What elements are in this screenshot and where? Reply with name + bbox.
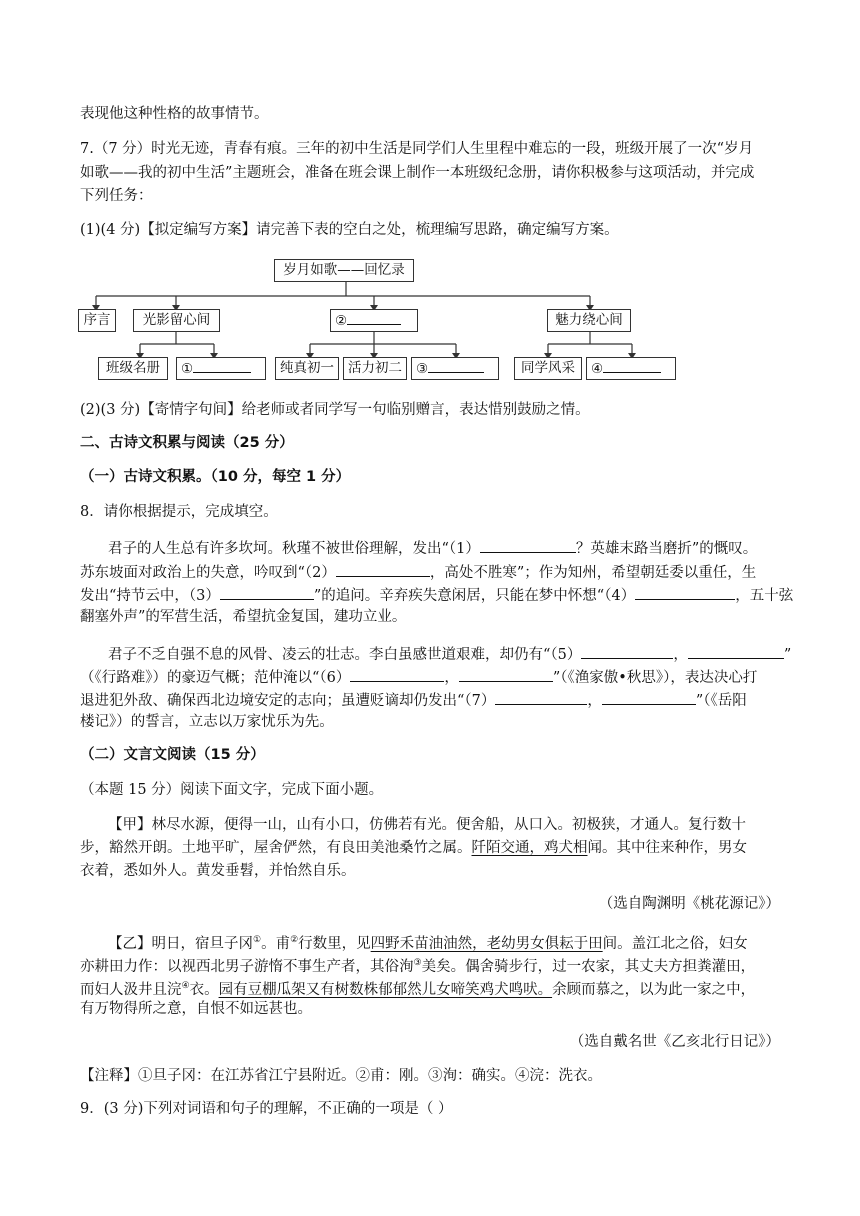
blank-label-2: ② [335, 313, 348, 329]
fill-blank-3 [220, 584, 314, 600]
footnote-mark: ③ [413, 958, 422, 968]
diagram-node-pure: 纯真初一 [275, 357, 339, 380]
section-2-heading: 二、古诗文积累与阅读（25 分） [80, 435, 294, 451]
answer-blank [428, 358, 484, 373]
source-yi: （选自戴名世《乙亥北行日记》） [569, 1034, 780, 1050]
fill-blank-6a [350, 666, 444, 682]
fill-blank-7b [602, 689, 696, 705]
diagram-node-blank-4 [586, 357, 676, 380]
instruction-line: （本题 15 分）阅读下面文字，完成下面小题。 [80, 782, 384, 798]
text-span: ， [673, 647, 688, 663]
underlined-sentence: 四野禾苗油油然，老幼男女俱耘于田 [370, 935, 603, 952]
text-span: 。甫 [261, 935, 291, 952]
fill-blank-5a [581, 643, 673, 659]
text-span: 衣。 [189, 981, 219, 998]
text-span: 君子不乏自强不息的风骨、凌云的壮志。李白虽感世道艰难，却仍有“（5） [108, 647, 582, 663]
text-span: 间。盖江北之俗，妇女 [602, 935, 748, 952]
subsection-2-heading: （二）文言文阅读（15 分） [80, 747, 265, 763]
passage-yi-line [80, 976, 780, 1000]
diagram-node-blank-2 [330, 309, 418, 332]
paragraph-line [108, 537, 808, 559]
diagram-node-roster: 班级名册 [98, 357, 168, 380]
answer-blank [193, 358, 251, 373]
passage-yi-line: 有万物得所之意，自恨不如远甚也。 [80, 1001, 312, 1017]
paragraph-line [108, 643, 808, 665]
subsection-1-heading: （一）古诗文积累。（10 分，每空 1 分） [80, 469, 351, 485]
passage-yi-line [108, 930, 808, 954]
answer-blank [603, 358, 661, 373]
paragraph-line: 楼记》）的誓言，立志以万家忧乐为先。 [80, 714, 334, 730]
text-span: 发出“持节云中，（3） [80, 588, 220, 604]
text-span: 【乙】明日，宿旦子冈 [108, 935, 253, 952]
text-span: 而妇人汲井且浣 [80, 981, 182, 998]
paragraph-line [80, 584, 794, 606]
task-2-line: (2)(3 分)【寄情字句间】给老师或者同学写一句临别赠言，表达惜别鼓励之情。 [80, 402, 590, 418]
diagram-node-blank-3 [411, 357, 499, 380]
text-span: 行数里，见 [298, 935, 371, 952]
footnote-mark: ④ [181, 981, 190, 991]
text-span: ”（《渔家傲•秋思》），表达决心打 [552, 670, 758, 686]
diagram-node-light: 光影留心间 [133, 309, 220, 332]
text-span: 步，豁然开朗。土地平旷，屋舍俨然，有良田美池桑竹之属。 [80, 840, 472, 856]
fill-blank-2 [336, 561, 430, 577]
passage-jia-line: 衣着，悉如外人。黄发垂髫，并怡然自乐。 [80, 863, 356, 879]
fill-blank-1 [480, 537, 576, 553]
source-jia: （选自陶渊明《桃花源记》） [598, 896, 780, 912]
diagram-node-vigor: 活力初二 [343, 357, 407, 380]
fill-blank-5b [688, 643, 784, 659]
blank-label-3: ③ [416, 361, 429, 377]
text-span: ” [783, 647, 792, 663]
text-span: ， [444, 670, 459, 686]
paragraph-line [80, 561, 780, 583]
diagram-node-classmates: 同学风采 [514, 357, 582, 380]
question-8-line: 8．请你根据提示，完成填空。 [80, 504, 278, 520]
diagram-node-blank-1 [176, 357, 266, 380]
blank-label-4: ④ [591, 361, 604, 377]
answer-blank [347, 310, 401, 325]
question-9-line: 9．(3 分)下列对词语和句子的理解，不正确的一项是（ ） [80, 1101, 453, 1117]
text-span: ”（《岳阳 [695, 693, 747, 709]
fill-blank-6b [459, 666, 553, 682]
diagram-root-box: 岁月如歌——回忆录 [274, 259, 414, 282]
text-span: ，高处不胜寒”；作为知州，希望朝廷委以重任，生 [429, 565, 757, 581]
text-span: 君子的人生总有许多坎坷。秋瑾不被世俗理解，发出“（1） [108, 541, 480, 557]
blank-label-1: ① [181, 361, 194, 377]
paragraph-line [80, 689, 780, 711]
passage-yi-line [80, 953, 780, 977]
text-span: 闻。其中往来种作，男女 [587, 840, 747, 856]
text-span: ，五十弦 [735, 588, 794, 604]
diagram-node-preface: 序言 [78, 309, 116, 332]
text-span: 美矣。偶舍骑步行，过一农家，其丈夫方担粪灌田， [421, 958, 756, 975]
notes-line: 【注释】①旦子冈：在江苏省江宁县附近。②甫：刚。③洵：确实。④浣：洗衣。 [80, 1068, 602, 1084]
footnote-mark: ② [290, 935, 299, 945]
text-span: （《行路难》）的豪迈气概；范仲淹以“（6） [80, 670, 351, 686]
passage-jia-line: 【甲】林尽水源，便得一山，山有小口，仿佛若有光。便舍船，从口入。初极狭，才通人。复行数十 [108, 817, 746, 833]
task-1-line: (1)(4 分)【拟定编写方案】请完善下表的空白之处，梳理编写思路，确定编写方案。 [80, 222, 619, 238]
text-span: ？英雄末路当磨折”的慨叹。 [575, 541, 758, 557]
text-line: 表现他这种性格的故事情节。 [80, 106, 269, 122]
text-line: 下列任务： [80, 188, 153, 204]
paragraph-line: 翻塞外声”的军营生活，希望抗金复国，建功立业。 [80, 609, 407, 625]
fill-blank-7a [495, 689, 587, 705]
paragraph-line [80, 666, 780, 688]
text-span: 退进犯外敌、确保西北边境安定的志向；虽遭贬谪却仍发出“（7） [80, 693, 496, 709]
text-span: 余顾而慕之，以为此一家之中， [552, 981, 756, 998]
underlined-sentence: 阡陌交通，鸡犬相 [471, 840, 588, 856]
fill-blank-4 [635, 584, 735, 600]
text-span: ”的追问。辛弃疾失意闲居，只能在梦中怀想“（4） [313, 588, 636, 604]
text-span: ， [587, 693, 602, 709]
passage-jia-line [80, 838, 780, 858]
text-line: 如歌——我的初中生活”主题班会，准备在班会课上制作一本班级纪念册，请你积极参与这项活动，并完成 [80, 165, 755, 181]
underlined-sentence: 园有豆棚瓜架又有树数株郁郁然儿女啼笑鸡犬鸣吠。 [218, 981, 553, 998]
footnote-mark: ① [253, 935, 262, 945]
question-7-line: 7.（7 分）时光无迹，青春有痕。三年的初中生活是同学们人生里程中难忘的一段，班级开展了一次“岁月 [80, 141, 754, 157]
text-span: 苏东坡面对政治上的失意，吟叹到“（2） [80, 565, 336, 581]
text-span: 亦耕田力作：以视西北男子游惰不事生产者，其俗洵 [80, 958, 414, 975]
diagram-node-charm: 魅力绕心间 [547, 309, 631, 332]
